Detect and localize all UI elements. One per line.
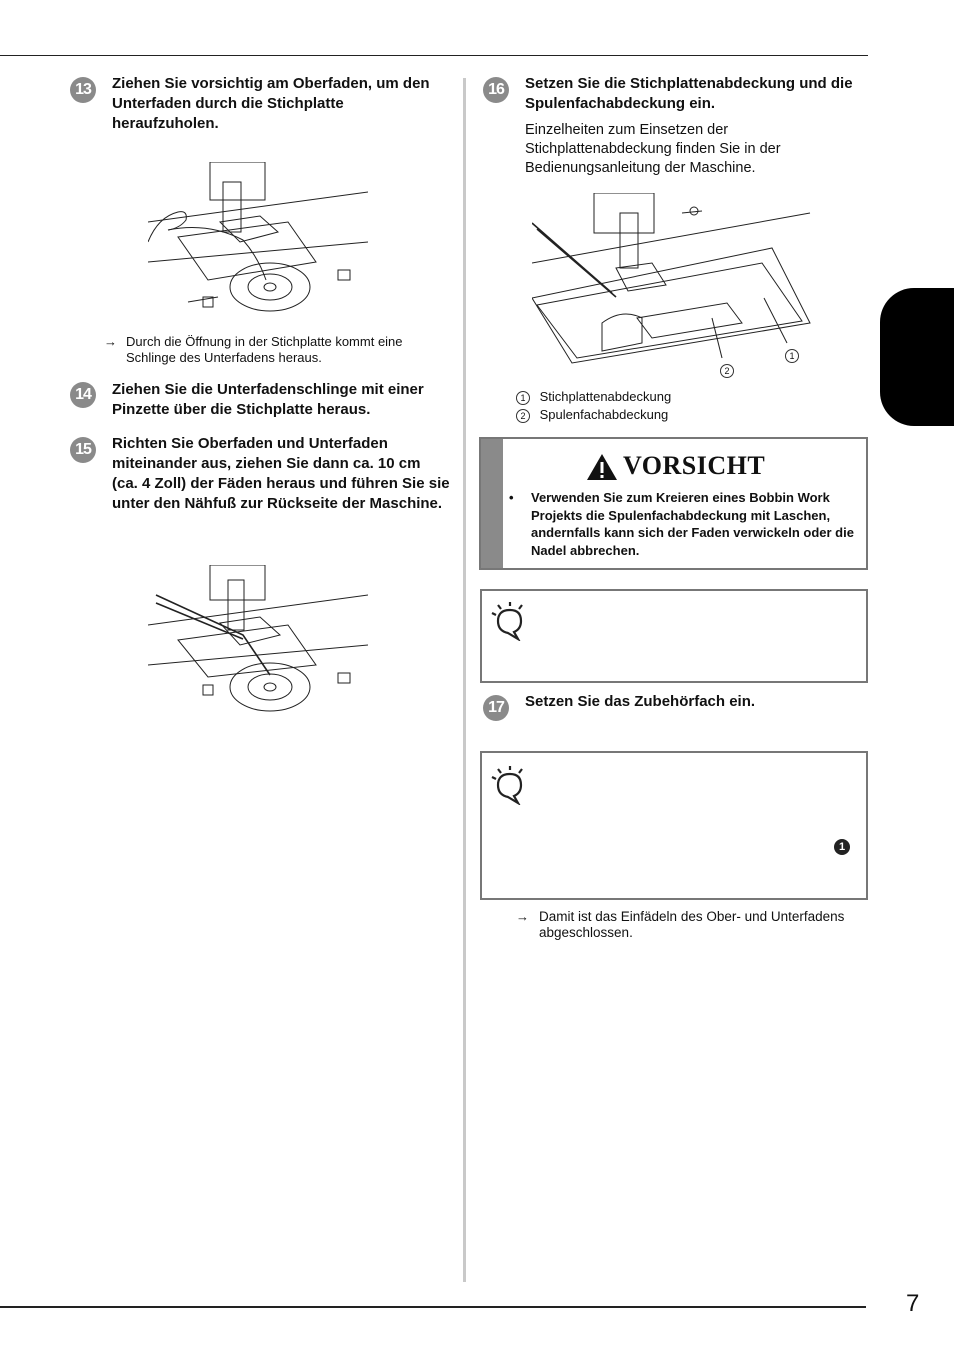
callout-1	[785, 347, 799, 363]
chapter-tab	[880, 288, 954, 426]
callout-1-number: 1	[785, 349, 799, 363]
warning-triangle-icon	[586, 453, 618, 481]
step-16-text: Setzen Sie die Stichplattenabdeckung und die Spulenfachabdeckung ein.	[525, 75, 853, 112]
illustration-threads-under-foot	[148, 565, 368, 717]
legend-item-1	[516, 389, 671, 405]
legend-label-2: Spulenfachabdeckung	[539, 407, 669, 422]
note-bulb-icon	[490, 601, 526, 641]
step-17-badge: 17	[483, 695, 509, 721]
step-14-badge: 14	[70, 382, 96, 408]
column-divider	[463, 78, 466, 1282]
step-15-badge: 15	[70, 437, 96, 463]
note-marker: 1	[834, 839, 850, 855]
step-16-badge: 16	[483, 77, 509, 103]
top-rule	[0, 55, 868, 56]
caution-text: Verwenden Sie zum Kreieren eines Bobbin Work Projekts die Spulenfachabdeckung mit Laschen, andernfalls kann sich der Faden verwickeln oder die Nadel abbrechen.	[531, 490, 854, 558]
step-17-text: Setzen Sie das Zubehörfach ein.	[525, 693, 756, 710]
step-13-text: Ziehen Sie vorsichtig am Oberfaden, um den Unterfaden durch die Stichplatte heraufzuholen.	[112, 75, 430, 132]
note-box-2	[480, 751, 868, 900]
callout-2-number: 2	[720, 364, 734, 378]
caution-bullet: •	[509, 490, 514, 505]
callout-2	[720, 362, 734, 378]
note-box-1	[480, 589, 868, 683]
step-13-badge: 13	[70, 77, 96, 103]
result-arrow: →	[104, 334, 117, 349]
bottom-rule	[0, 1306, 866, 1308]
legend-number-2: 2	[516, 409, 530, 423]
step-14-text: Ziehen Sie die Unterfadenschlinge mit einer Pinzette über die Stichplatte heraus.	[112, 381, 424, 418]
page-number: 7	[906, 1290, 920, 1317]
illustration-covers	[532, 193, 812, 383]
step-13-result: Durch die Öffnung in der Stichplatte kommt eine Schlinge des Unterfadens heraus.	[126, 334, 403, 365]
note-bulb-icon	[490, 765, 526, 805]
legend-item-2	[516, 407, 668, 423]
final-result: Damit ist das Einfädeln des Ober- und Unterfadens abgeschlossen.	[539, 909, 845, 940]
caution-sidebar	[481, 439, 503, 568]
step-15-text: Richten Sie Oberfaden und Unterfaden miteinander aus, ziehen Sie dann ca. 10 cm (ca. 4 Zoll) der Fäden heraus und führen Sie sie unter den Nähfuß zur Rückseite der Maschine.	[112, 435, 450, 512]
final-arrow: →	[516, 909, 529, 924]
step-16-detail: Einzelheiten zum Einsetzen der Stichplattenabdeckung finden Sie in der Bedienungsanleitung der Maschine.	[525, 122, 781, 176]
legend-label-1: Stichplattenabdeckung	[539, 389, 672, 404]
illustration-pull-bobbin-thread	[148, 162, 368, 318]
caution-title: VORSICHT	[623, 451, 766, 480]
caution-box	[479, 437, 868, 570]
legend-number-1: 1	[516, 391, 530, 405]
